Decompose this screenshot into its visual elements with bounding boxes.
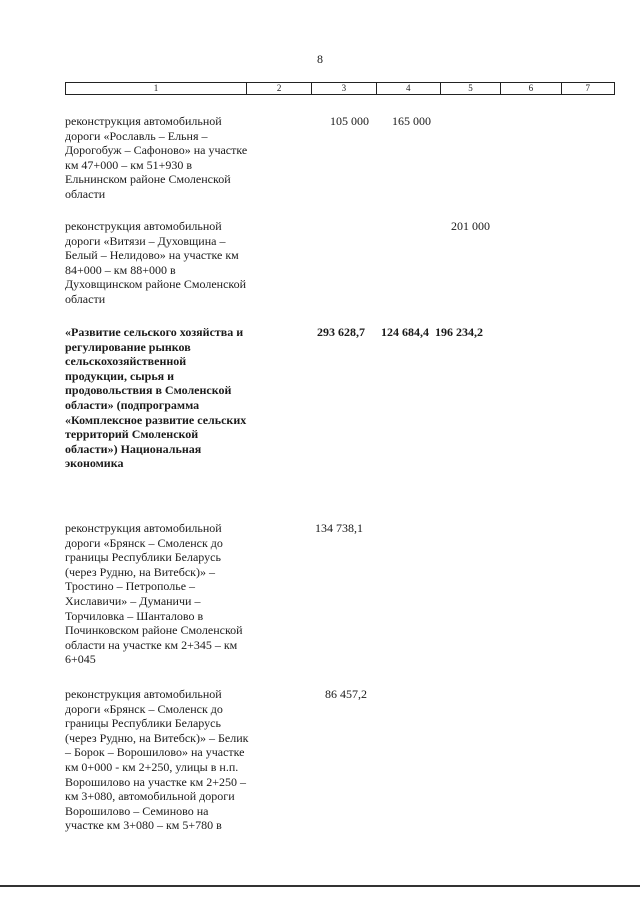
row-2-col5-value: 201 000: [451, 219, 490, 233]
header-col-1: 1: [66, 83, 247, 94]
table-header: [65, 82, 615, 95]
row-3-col5-value: 196 234,2: [435, 325, 483, 339]
row-5-col3-value: 86 457,2: [325, 687, 367, 701]
header-col-6: 6: [501, 83, 561, 94]
row-4-description: реконструкция автомобильной дороги «Брянск – Смоленск до границы Республики Беларусь (через Рудню, на Витебск)» – Тростино – Петрополье – Хиславичи» – Думаничи – Торчиловка – Шанталово в Починковском районе Смоленской области на участке км 2+345 – км 6+045: [65, 521, 243, 667]
row-3-col4-value: 124 684,4: [381, 325, 429, 339]
row-1-description: реконструкция автомобильной дороги «Рославль – Ельня – Дорогобуж – Сафоново» на участке км 47+000 – км 51+930 в Ельнинском районе Смоленской области: [65, 114, 248, 201]
row-5-description: реконструкция автомобильной дороги «Брянск – Смоленск до границы Республики Беларусь (через Рудню, на Витебск)» – Белик – Борок – Ворошилово» на участке км 0+000 - км 2+250, улицы в н.п. Ворошилово на участке км 2+250 – км 3+080, автомобильной дороги Ворошилово – Семиново на участке км 3+080 – км 5+780 в: [65, 687, 249, 833]
header-col-3: 3: [312, 83, 376, 94]
row-2-description: реконструкция автомобильной дороги «Витязи – Духовщина – Белый – Нелидово» на участке км 84+000 – км 88+000 в Духовщинском районе Смоленской области: [65, 219, 247, 306]
row-3-col3-value: 293 628,7: [317, 325, 365, 339]
page-number: 8: [317, 52, 323, 66]
row-4-col3-value: 134 738,1: [315, 521, 363, 535]
header-col-4: 4: [377, 83, 441, 94]
header-col-5: 5: [441, 83, 501, 94]
row-1-col4-value: 165 000: [392, 114, 431, 128]
row-3-description: «Развитие сельского хозяйства и регулирование рынков сельскохозяйственной продукции, сырья и продовольствия в Смоленской области» (подпрограмма «Комплексное развитие сельских территорий Смоленской области») Национальная экономика: [65, 325, 247, 471]
header-col-2: 2: [247, 83, 312, 94]
row-1-col3-value: 105 000: [330, 114, 369, 128]
header-col-7: 7: [585, 83, 591, 93]
bottom-scan-edge: [0, 885, 640, 887]
